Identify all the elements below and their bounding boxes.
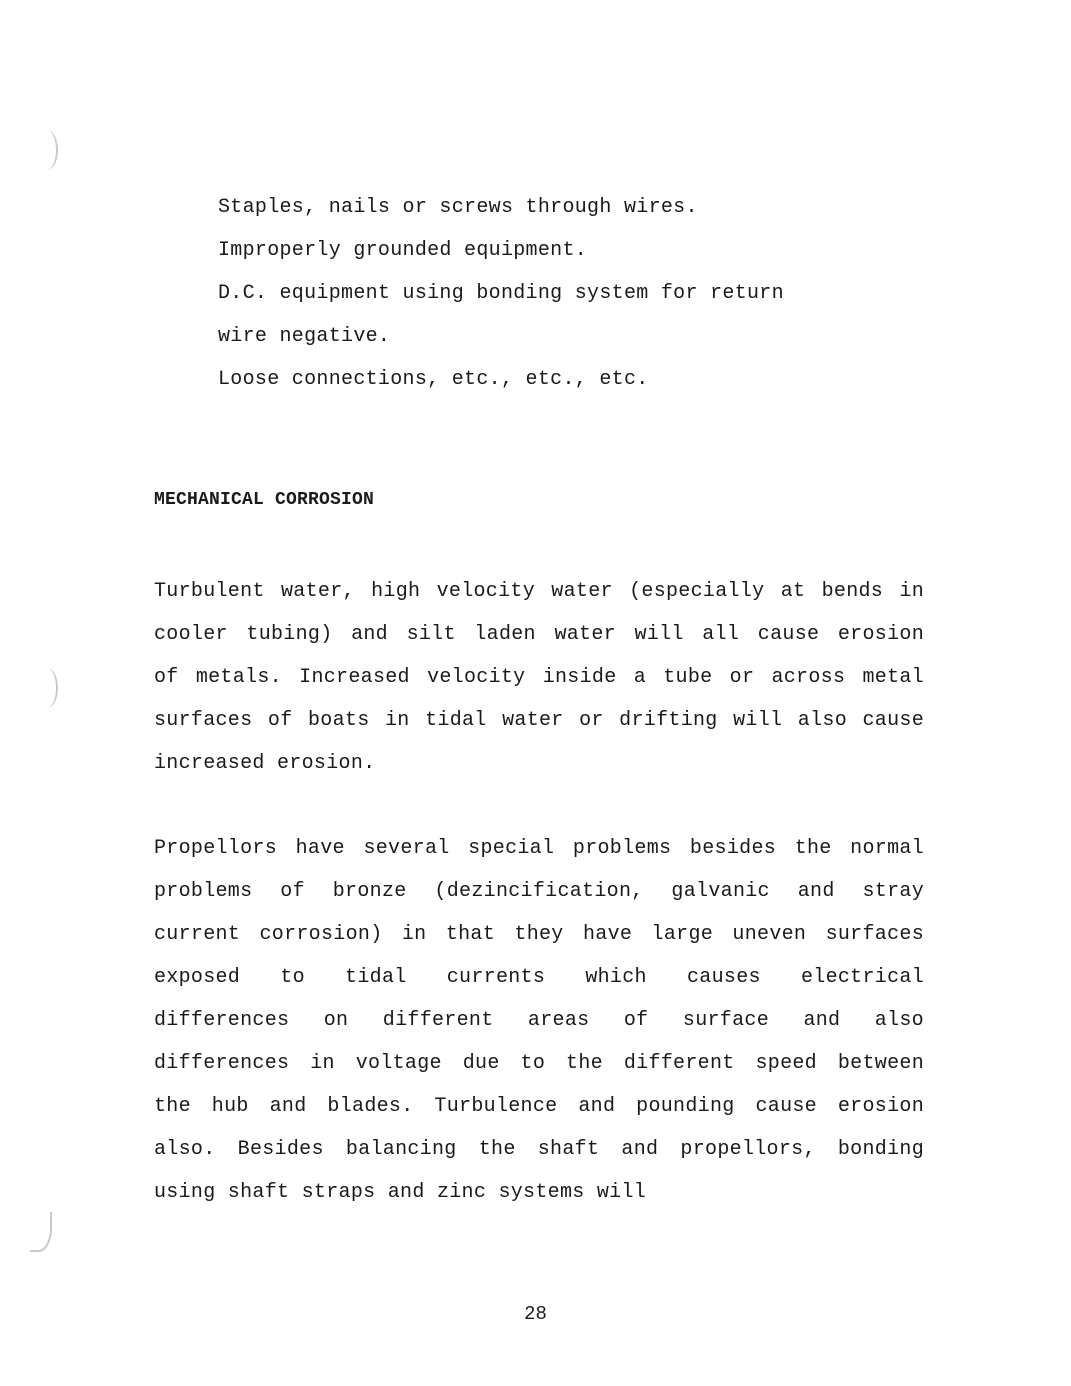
paragraph-line: problems of bronze (dezincification, galvanic and stray	[154, 880, 924, 903]
binder-hole-mark	[36, 668, 58, 708]
paragraph-line: the hub and blades. Turbulence and pounding cause erosion	[154, 1095, 924, 1118]
section-heading: MECHANICAL CORROSION	[154, 490, 375, 510]
paragraph-line: Turbulent water, high velocity water (especially at bends in	[154, 580, 924, 603]
paragraph-propellors	[154, 827, 924, 1214]
list-item: Improperly grounded equipment.	[218, 239, 588, 262]
page-number: 28	[524, 1303, 547, 1325]
paragraph-line: cooler tubing) and silt laden water will all cause erosion	[154, 623, 924, 646]
paragraph-mechanical-erosion	[154, 570, 924, 785]
paragraph-line: of metals. Increased velocity inside a tube or across metal	[154, 666, 924, 689]
list-item: Staples, nails or screws through wires.	[218, 196, 698, 219]
paragraph-line: current corrosion) in that they have large uneven surfaces	[154, 923, 924, 946]
paragraph-line: increased erosion.	[154, 752, 376, 775]
paragraph-line: surfaces of boats in tidal water or drifting will also cause	[154, 709, 924, 732]
cause-list	[218, 186, 918, 401]
paragraph-line: also. Besides balancing the shaft and propellors, bonding	[154, 1138, 924, 1161]
binder-hole-mark	[36, 130, 58, 170]
binder-hole-mark	[30, 1212, 52, 1252]
paragraph-line: differences in voltage due to the different speed between	[154, 1052, 924, 1075]
list-item: Loose connections, etc., etc., etc.	[218, 368, 649, 391]
paragraph-line: using shaft straps and zinc systems will	[154, 1181, 647, 1204]
paragraph-line: differences on different areas of surface and also	[154, 1009, 924, 1032]
paragraph-line: Propellors have several special problems besides the normal	[154, 837, 924, 860]
paragraph-line: exposed to tidal currents which causes electrical	[154, 966, 924, 989]
list-item: wire negative.	[218, 325, 391, 348]
list-item: D.C. equipment using bonding system for return	[218, 282, 784, 305]
